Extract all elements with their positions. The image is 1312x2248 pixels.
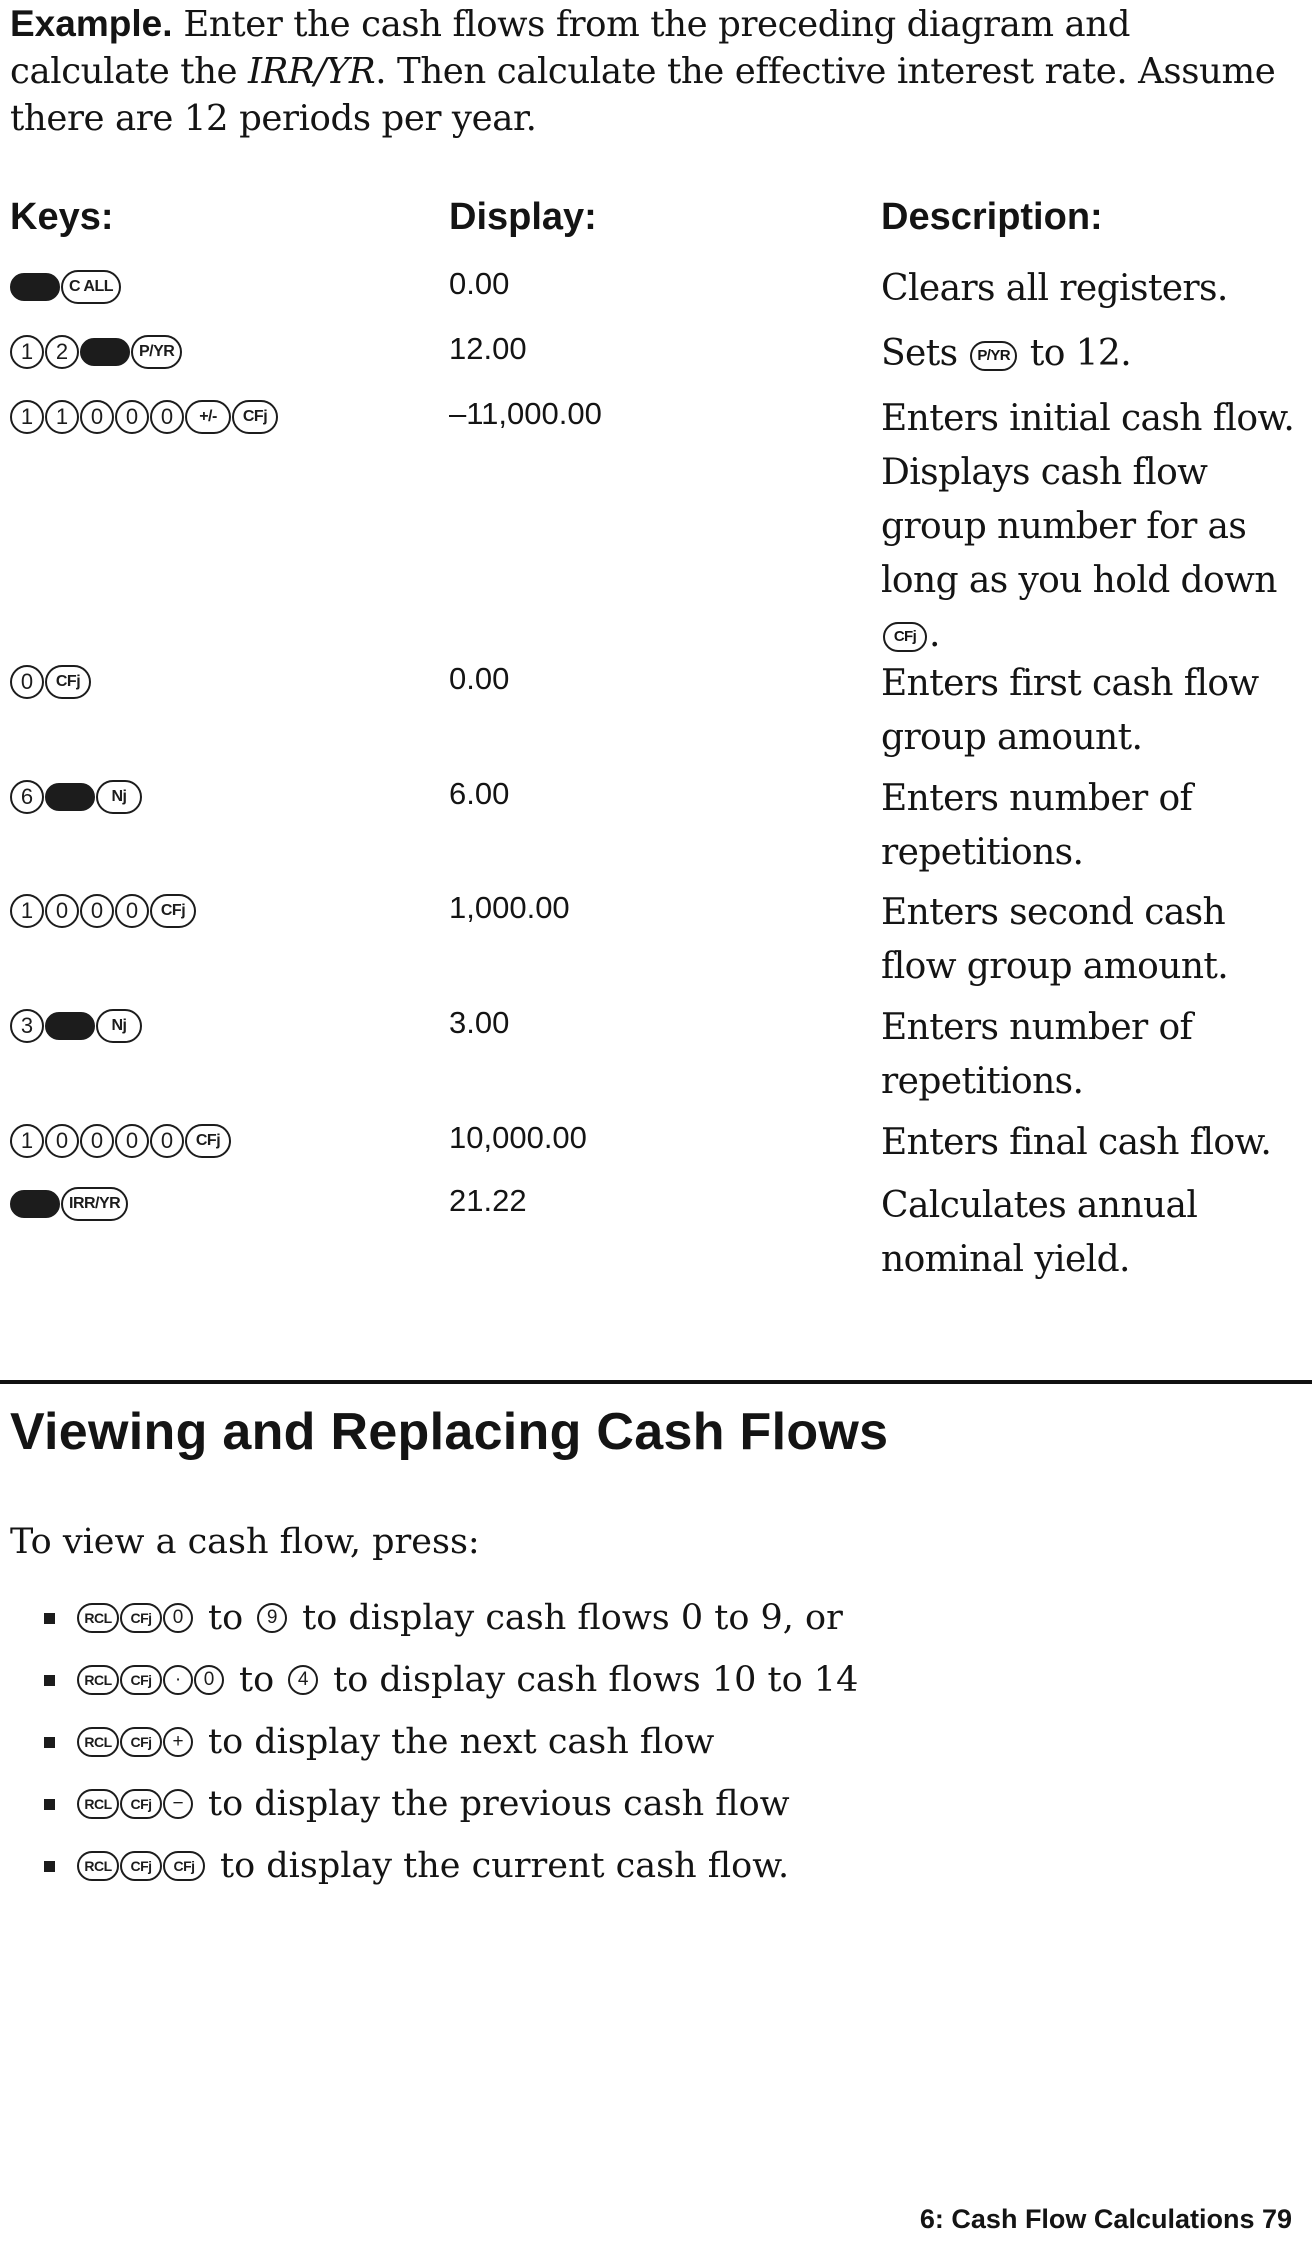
display-value: 21.22 — [449, 1183, 527, 1218]
key-rcl-icon: RCL — [77, 1603, 119, 1633]
example-text-1: Enter the cash flows from the preceding diagram and calculate the — [10, 4, 1131, 92]
page-footer: 6: Cash Flow Calculations 79 — [919, 2204, 1292, 2234]
description-text: Calculates annual nominal yield. — [881, 1185, 1198, 1280]
keystroke-sequence — [10, 270, 122, 304]
keys-header: Keys: — [10, 196, 114, 238]
key-0-icon: 0 — [80, 894, 114, 928]
example-text-2: . Then calculate the effective interest rate. Assume there are 12 periods per year. — [10, 51, 1276, 139]
key-1-icon: 1 — [10, 400, 44, 434]
key-cfj-icon: CFj — [120, 1603, 162, 1633]
keystroke-sequence — [10, 1009, 143, 1043]
bullet-text: to display cash flows 0 to 9, or — [302, 1598, 843, 1638]
key-nj-icon: Nj — [96, 780, 142, 814]
bullet-text: to display the current cash flow. — [220, 1846, 790, 1886]
key-1-icon: 1 — [10, 1124, 44, 1158]
description-text-part: . — [929, 614, 940, 655]
keystroke-sequence — [10, 665, 92, 699]
key-0-icon: 0 — [150, 400, 184, 434]
display-header: Display: — [449, 196, 597, 238]
bullet-connector: to — [208, 1598, 244, 1638]
list-item — [44, 1784, 790, 1824]
shift-key-icon — [80, 338, 130, 366]
list-item — [44, 1722, 714, 1762]
key-cfj-icon: CFj — [120, 1851, 162, 1881]
keystroke-sequence — [10, 335, 183, 369]
key-cfj-icon: CFj — [185, 1124, 231, 1158]
key-1-icon: 1 — [45, 400, 79, 434]
bullet-text: to display cash flows 10 to 14 — [333, 1660, 859, 1700]
inline-key-icon: CFj — [883, 622, 927, 652]
keystroke-sequence — [77, 1851, 206, 1881]
keystroke-sequence — [77, 1603, 194, 1633]
key-0-icon: 0 — [45, 1124, 79, 1158]
description-text: Enters second cash flow group amount. — [881, 892, 1229, 987]
keystroke-sequence — [10, 780, 143, 814]
key-4-icon: 4 — [288, 1665, 318, 1695]
description-text-part: Sets — [881, 333, 969, 374]
key-0-icon: 0 — [115, 1124, 149, 1158]
key-rcl-icon: RCL — [77, 1851, 119, 1881]
key-cfj-icon: CFj — [232, 400, 278, 434]
bullet-icon — [44, 1675, 55, 1686]
key-1-icon: 1 — [10, 335, 44, 369]
description-header: Description: — [881, 196, 1103, 238]
display-value: 0.00 — [449, 661, 510, 696]
key-0-icon: 0 — [194, 1665, 224, 1695]
shift-key-icon — [10, 1190, 60, 1218]
keystroke-sequence — [10, 400, 279, 434]
list-item — [44, 1660, 858, 1700]
keystroke-sequence — [77, 1789, 194, 1819]
key-0-icon: 0 — [45, 894, 79, 928]
key---icon: +/- — [185, 400, 231, 434]
inline-key-icon: P/YR — [970, 341, 1017, 371]
display-value: 12.00 — [449, 331, 527, 366]
key-3-icon: 3 — [10, 1009, 44, 1043]
bullet-icon — [44, 1799, 55, 1810]
key-0-icon: 0 — [80, 1124, 114, 1158]
key-0-icon: 0 — [150, 1124, 184, 1158]
description-text-part: to 12. — [1018, 333, 1132, 374]
key-p-yr-icon: P/YR — [131, 335, 182, 369]
key-irr-yr-icon: IRR/YR — [61, 1187, 128, 1221]
description-text: Enters number of repetitions. — [881, 778, 1193, 873]
key-cfj-icon: CFj — [163, 1851, 205, 1881]
key-rcl-icon: RCL — [77, 1665, 119, 1695]
shift-key-icon — [10, 273, 60, 301]
keystroke-sequence — [10, 894, 197, 928]
description-text-part: Enters initial cash flow. Displays cash flow group number for as long as you hold down — [881, 398, 1295, 601]
bullet-connector: to — [239, 1660, 275, 1700]
key---icon: + — [163, 1727, 193, 1757]
key-0-icon: 0 — [80, 400, 114, 434]
key-cfj-icon: CFj — [150, 894, 196, 928]
key-cfj-icon: CFj — [120, 1665, 162, 1695]
key-rcl-icon: RCL — [77, 1727, 119, 1757]
key-c-all-icon: C ALL — [61, 270, 121, 304]
key-cfj-icon: CFj — [120, 1789, 162, 1819]
display-value: 0.00 — [449, 266, 510, 301]
description-text: Enters number of repetitions. — [881, 1007, 1193, 1102]
shift-key-icon — [45, 783, 95, 811]
section-intro: To view a cash flow, press: — [10, 1522, 480, 1562]
key-0-icon: 0 — [10, 665, 44, 699]
key---icon: − — [163, 1789, 193, 1819]
bullet-text: to display the next cash flow — [208, 1722, 715, 1762]
description-text: Enters final cash flow. — [881, 1122, 1272, 1163]
bullet-text: to display the previous cash flow — [208, 1784, 790, 1824]
bullet-icon — [44, 1737, 55, 1748]
bullet-icon — [44, 1613, 55, 1624]
keystroke-sequence — [10, 1124, 232, 1158]
example-paragraph — [10, 0, 1295, 142]
display-value: 3.00 — [449, 1005, 510, 1040]
section-title: Viewing and Replacing Cash Flows — [10, 1403, 889, 1461]
shift-key-icon — [45, 1012, 95, 1040]
key-0-icon: 0 — [115, 400, 149, 434]
bullet-icon — [44, 1861, 55, 1872]
key-9-icon: 9 — [257, 1603, 287, 1633]
description-text — [881, 327, 1301, 381]
key-0-icon: 0 — [115, 894, 149, 928]
section-divider — [0, 1380, 1312, 1384]
key-6-icon: 6 — [10, 780, 44, 814]
description-text: Enters first cash flow group amount. — [881, 663, 1259, 758]
key-nj-icon: Nj — [96, 1009, 142, 1043]
display-value: –11,000.00 — [449, 396, 602, 431]
keystroke-sequence — [77, 1665, 225, 1695]
display-value: 10,000.00 — [449, 1120, 587, 1155]
irr-yr-term: IRR/YR — [248, 51, 376, 92]
description-text: Clears all registers. — [881, 268, 1228, 309]
list-item — [44, 1846, 789, 1886]
description-text — [881, 392, 1301, 662]
key-cfj-icon: CFj — [45, 665, 91, 699]
key-0-icon: 0 — [163, 1603, 193, 1633]
keystroke-sequence — [10, 1187, 129, 1221]
display-value: 6.00 — [449, 776, 510, 811]
keystroke-sequence — [77, 1727, 194, 1757]
example-label: Example. — [10, 3, 173, 44]
display-value: 1,000.00 — [449, 890, 570, 925]
key-rcl-icon: RCL — [77, 1789, 119, 1819]
key---icon: · — [163, 1665, 193, 1695]
key-2-icon: 2 — [45, 335, 79, 369]
key-cfj-icon: CFj — [120, 1727, 162, 1757]
key-1-icon: 1 — [10, 894, 44, 928]
list-item — [44, 1598, 843, 1638]
